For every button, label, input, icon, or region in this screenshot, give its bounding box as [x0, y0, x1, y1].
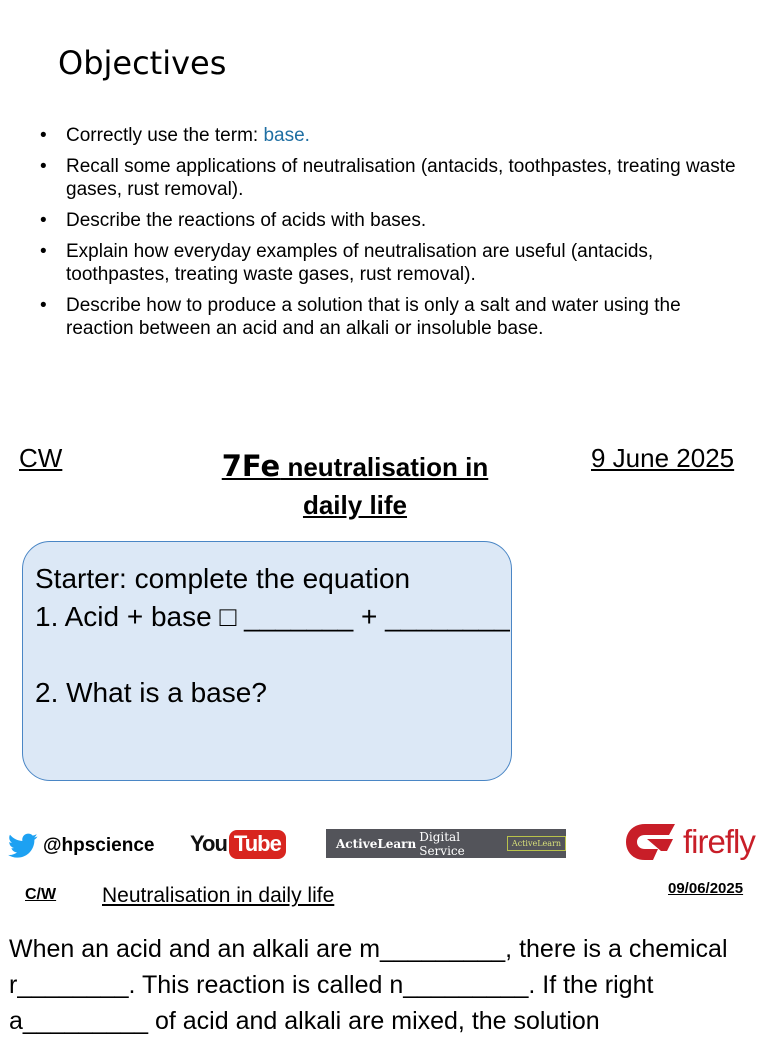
firefly-icon [625, 822, 677, 862]
starter-box [22, 541, 512, 781]
list-item [40, 209, 745, 232]
page-title: Objectives [58, 44, 227, 82]
objective-text: Recall some applications of neutralisation (antacids, toothpastes, treating waste gases, rust removal). [66, 156, 736, 200]
worksheet-cw-label: C/W [25, 886, 57, 903]
list-item [40, 155, 745, 201]
activelearn-bold: ActiveLearn [336, 836, 417, 851]
worksheet-paragraph: When an acid and an alkali are m_________, there is a chemical r________. This reaction is called n_________. If the right a_________ of acid and alkali are mixed, the solution [9, 935, 728, 1035]
starter-question-2: 2. What is a base? [35, 677, 267, 708]
list-item [40, 240, 745, 286]
lesson-title [200, 447, 510, 524]
lesson-title-text: neutralisation in daily life [280, 452, 489, 520]
twitter-bird-icon [8, 833, 38, 859]
youtube-you: You [190, 831, 227, 856]
classwork-label: CW [19, 443, 63, 473]
objective-text: Correctly use the term: [66, 125, 264, 146]
youtube-tube: Tube [229, 830, 286, 859]
objective-keyword: base. [263, 125, 310, 146]
objective-text: Describe the reactions of acids with bases. [66, 210, 427, 231]
starter-heading: Starter: complete the equation [35, 563, 411, 594]
youtube-logo [190, 829, 286, 859]
worksheet-date: 09/06/2025 [668, 880, 744, 897]
list-item [40, 124, 745, 147]
starter-spacer [35, 636, 499, 674]
firefly-logo [625, 822, 755, 862]
objective-text: Describe how to produce a solution that is only a salt and water using the reaction between an acid and an alkali or insoluble base. [66, 295, 681, 339]
lesson-date: 9 June 2025 [591, 443, 735, 473]
twitter-handle: @hpscience [43, 835, 155, 856]
objective-text: Explain how everyday examples of neutralisation are useful (antacids, toothpastes, treating waste gases, rust removal). [66, 241, 654, 285]
lesson-code: 7Fe [221, 449, 281, 483]
list-item [40, 294, 745, 340]
activelearn-light: Digital Service [419, 829, 465, 858]
objectives-list [40, 124, 745, 348]
worksheet-title: Neutralisation in daily life [102, 884, 335, 907]
starter-question-1: 1. Acid + base □ _______ + ________ [35, 601, 510, 632]
firefly-wordmark: firefly [683, 823, 755, 860]
activelearn-banner [326, 829, 566, 858]
twitter-logo [8, 832, 154, 860]
activelearn-badge: ActiveLearn [507, 836, 566, 851]
